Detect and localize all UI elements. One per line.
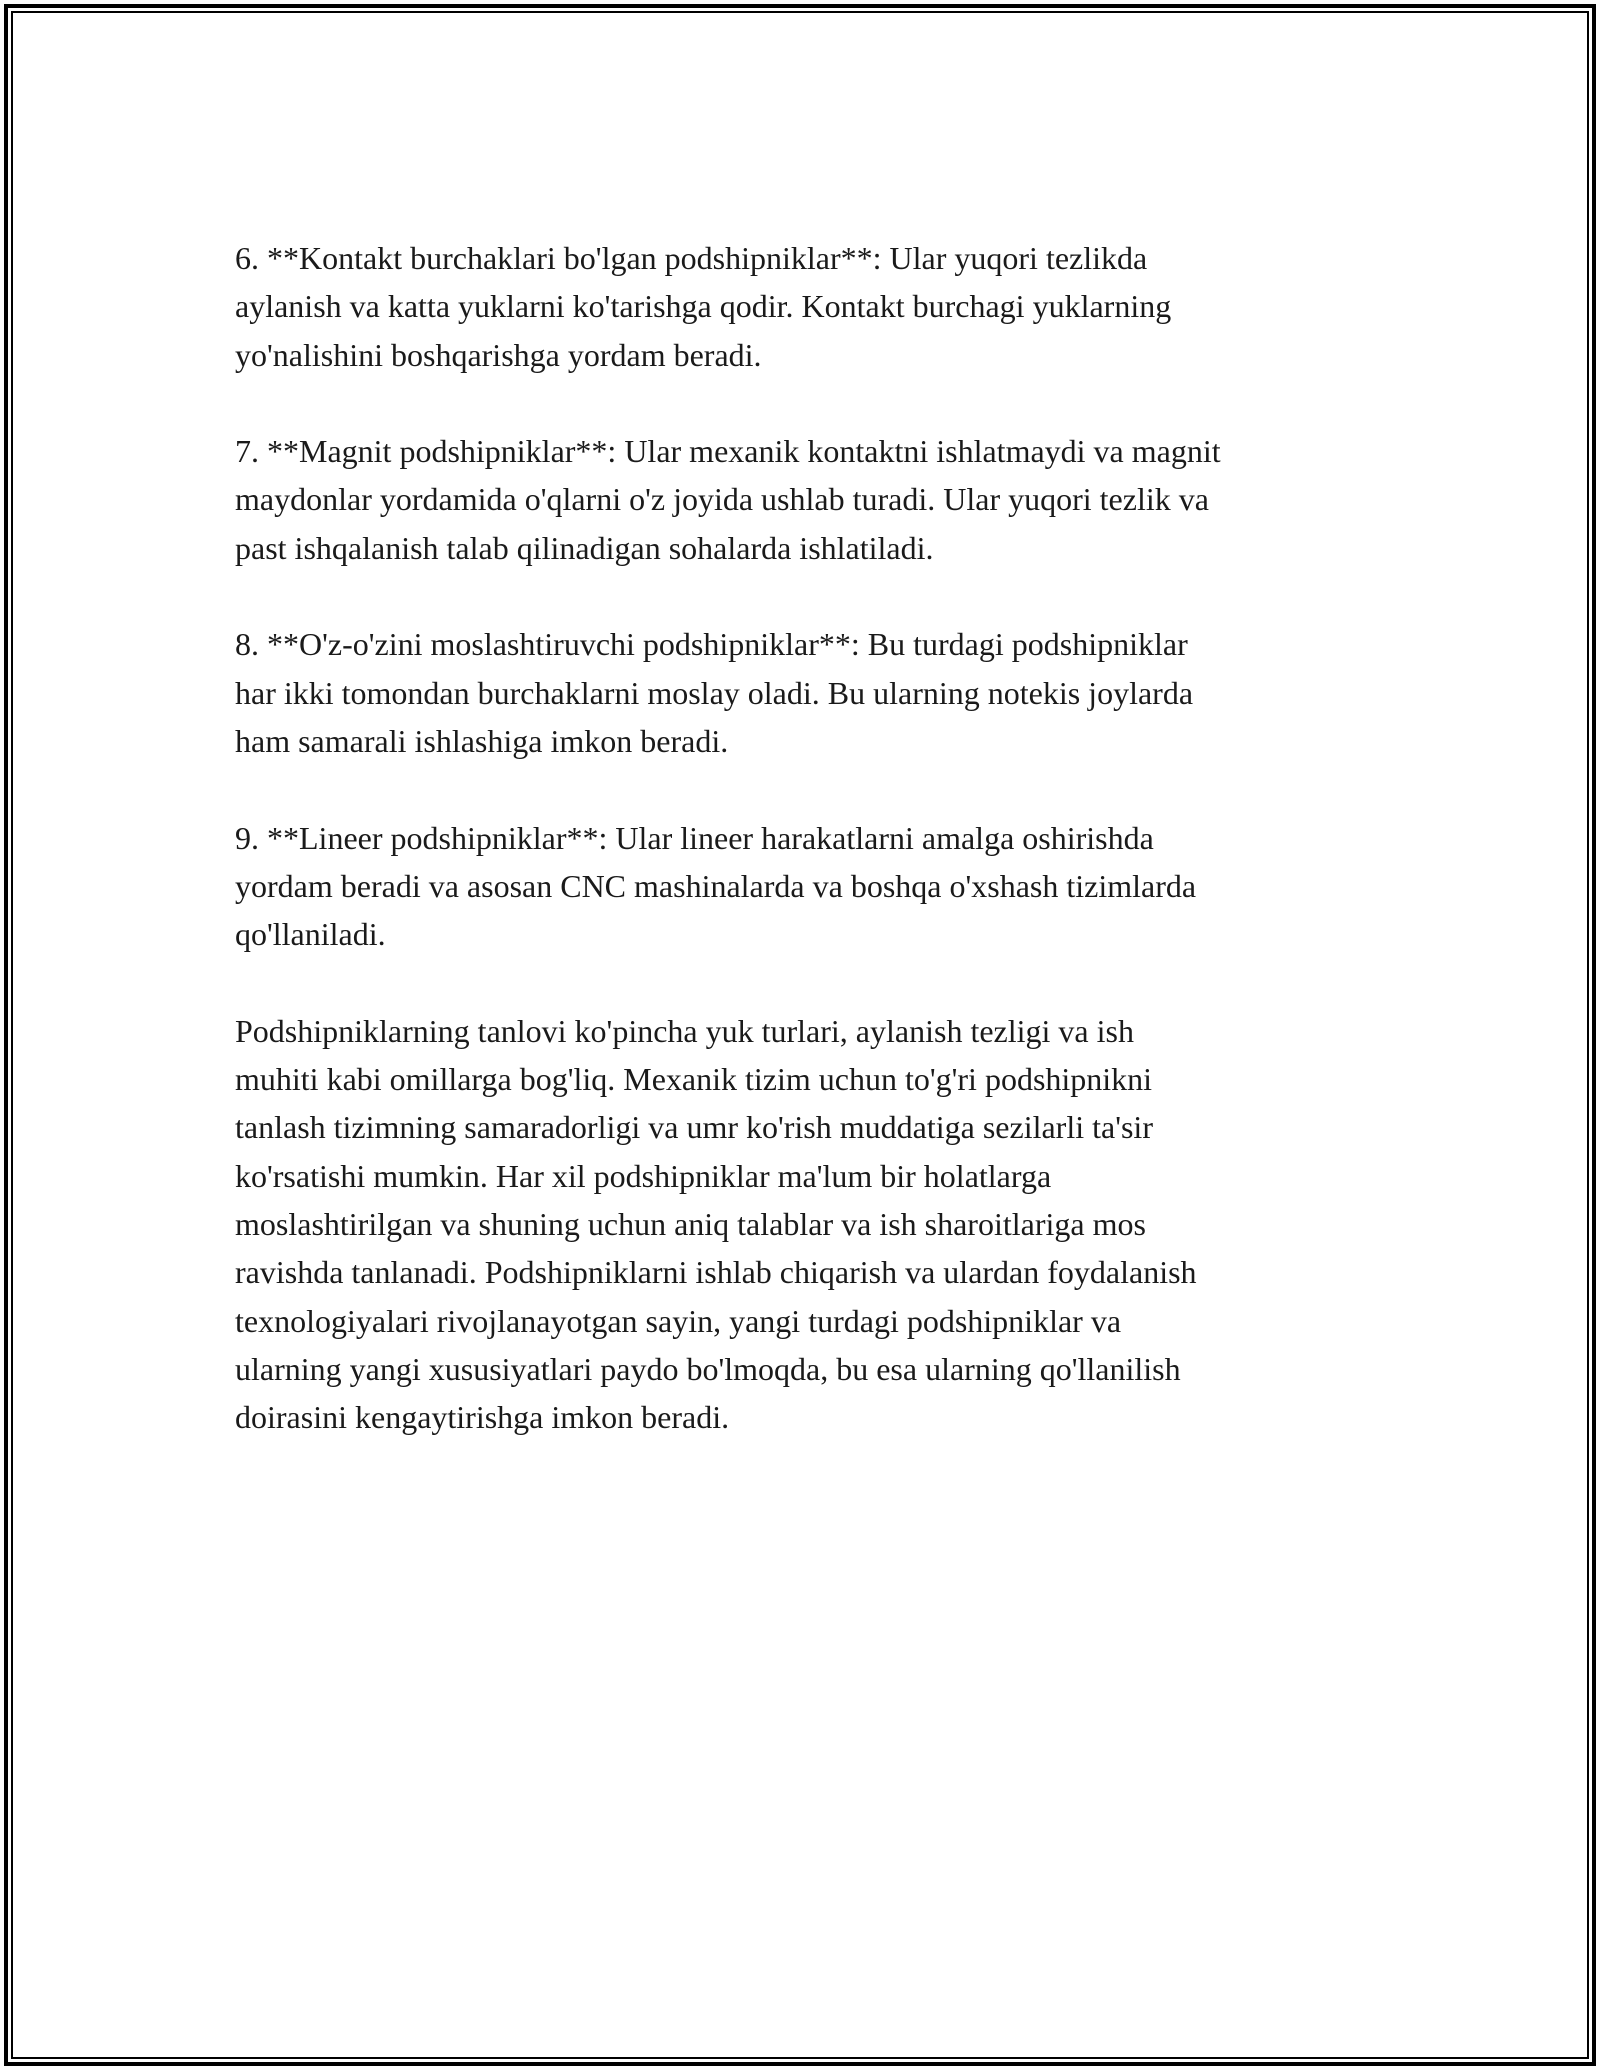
document-body bbox=[235, 234, 1385, 1490]
paragraph-item-9: 9. **Lineer podshipniklar**: Ular lineer harakatlarni amalga oshirishda yordam beradi va asosan CNC mashinalarda va boshqa o'xshash tizimlarda qo'llaniladi. bbox=[235, 819, 1197, 953]
paragraph-item-6: 6. **Kontakt burchaklari bo'lgan podshipniklar**: Ular yuqori tezlikda aylanish va katta yuklarni ko'tarishga qodir. Kontakt burchagi yuklarning yo'nalishini boshqarishga yordam beradi. bbox=[235, 240, 1172, 373]
paragraph-conclusion: Podshipniklarning tanlovi ko'pincha yuk turlari, aylanish tezligi va ish muhiti kabi omillarga bog'liq. Mexanik tizim uchun to'g'ri podshipnikni tanlash tizimning samaradorligi va umr ko'rish muddatiga sezilarli ta'sir ko'rsatishi mumkin. Har xil podshipniklar ma'lum bir holatlarga moslashtirilgan va shuning uchun aniq talablar va ish sharoitlariga mos ravishda tanlanadi. Podshipniklarni ishlab chiqarish va ulardan foydalanish texnologiyalari rivojlanayotgan sayin, yangi turdagi podshipniklar va ularning yangi xususiyatlari paydo bo'lmoqda, bu esa ularning qo'llanilish doirasini kengaytirishga imkon beradi. bbox=[235, 1012, 1197, 1436]
paragraph-item-8: 8. **O'z-o'zini moslashtiruvchi podshipniklar**: Bu turdagi podshipniklar har ikki tomondan burchaklarni moslay oladi. Bu ularning notekis joylarda ham samarali ishlashiga imkon beradi. bbox=[235, 626, 1194, 759]
paragraph-item-7: 7. **Magnit podshipniklar**: Ular mexanik kontaktni ishlatmaydi va magnit maydonlar yordamida o'qlarni o'z joyida ushlab turadi. Ular yuqori tezlik va past ishqalanish talab qilinadigan sohalarda ishlatiladi. bbox=[235, 433, 1221, 566]
